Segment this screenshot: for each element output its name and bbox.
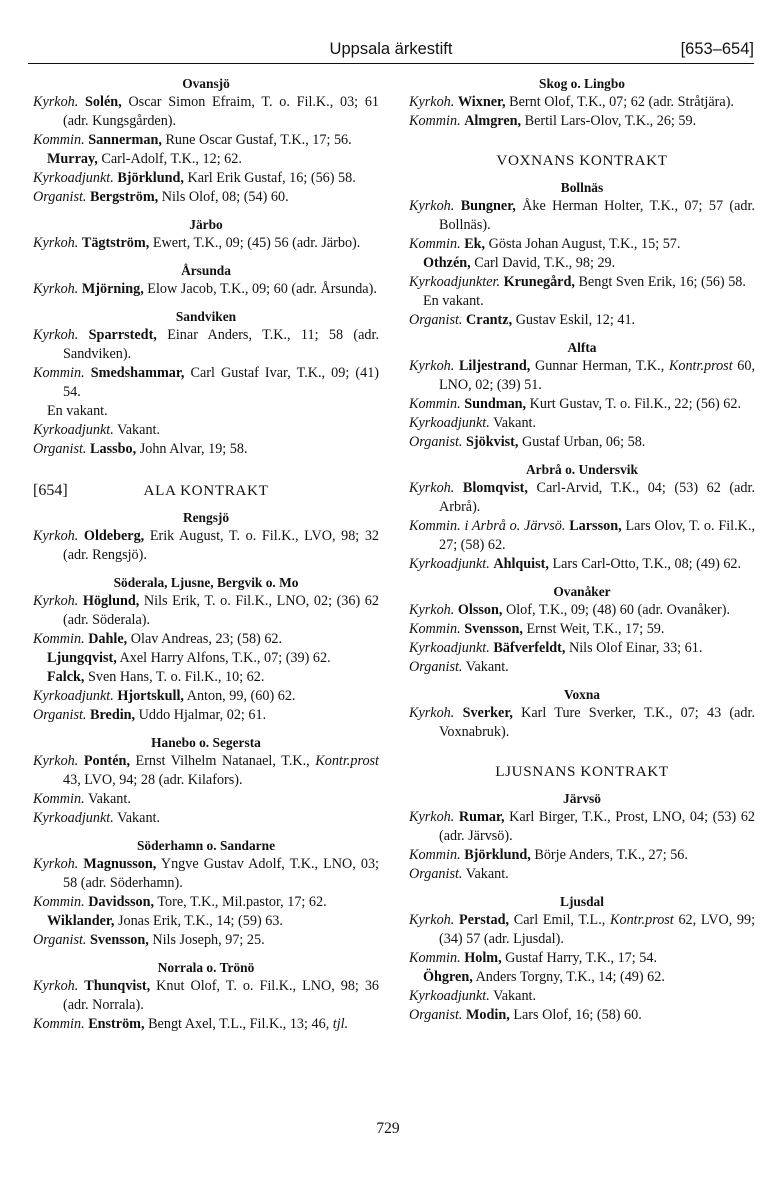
clergy-entry bbox=[409, 433, 755, 452]
entry-text: Nils Olof Einar, 33; 61. bbox=[568, 640, 703, 656]
entry-role: Kyrkoadjunkt. bbox=[33, 810, 114, 826]
clergy-entry bbox=[33, 150, 379, 169]
entry-role: Kyrkoh. bbox=[33, 94, 79, 110]
entry-person: Svensson, bbox=[464, 621, 523, 637]
clergy-entry bbox=[33, 592, 379, 630]
entry-text: Nils Olof, 08; (54) 60. bbox=[161, 189, 289, 205]
parish-block bbox=[33, 958, 379, 1034]
entry-text: Kurt Gustav, T. o. Fil.K., 22; (56) 62. bbox=[529, 396, 742, 412]
entry-person: Smedshammar, bbox=[90, 365, 185, 381]
clergy-entry bbox=[33, 893, 379, 912]
clergy-entry bbox=[33, 1015, 379, 1034]
entry-role: Kyrkoh. bbox=[33, 856, 79, 872]
entry-text: Sven Hans, T. o. Fil.K., 10; 62. bbox=[87, 669, 265, 685]
entry-text: Gustaf Urban, 06; 58. bbox=[522, 434, 646, 450]
parish-block bbox=[33, 836, 379, 950]
entry-text: 60, LNO, 02; (39) 51. bbox=[439, 358, 756, 393]
clergy-entry bbox=[33, 752, 379, 790]
clergy-entry bbox=[409, 292, 755, 311]
district-heading: VOXNANS KONTRAKT bbox=[496, 152, 668, 169]
entry-role: Kyrkoh. bbox=[33, 753, 79, 769]
clergy-entry bbox=[33, 421, 379, 440]
entry-person: Larsson, bbox=[569, 518, 622, 534]
parish-name: Järbo bbox=[189, 217, 223, 232]
clergy-entry bbox=[409, 620, 755, 639]
entry-person: Höglund, bbox=[82, 593, 140, 609]
clergy-entry bbox=[33, 790, 379, 809]
entry-role: Kommin. bbox=[409, 847, 461, 863]
entry-text: Olof, T.K., 09; (48) 60 (adr. Ovanåker). bbox=[505, 602, 731, 618]
parish-name: Söderhamn o. Sandarne bbox=[136, 838, 276, 853]
entry-role: Kommin. bbox=[409, 518, 461, 534]
entry-text: Elow Jacob, T.K., 09; 60 (adr. Årsunda). bbox=[147, 281, 377, 297]
parish-name: Söderala, Ljusne, Bergvik o. Mo bbox=[113, 575, 299, 590]
parish-name: Ovanåker bbox=[553, 584, 611, 599]
entry-text: Lars Olov, T. o. Fil.K., 27; (58) 62. bbox=[439, 518, 756, 553]
clergy-entry bbox=[409, 949, 755, 968]
entry-text: Nils Erik, T. o. Fil.K., LNO, 02; (36) 62 (adr. Söderala). bbox=[63, 593, 379, 628]
entry-title: tjl. bbox=[332, 1016, 349, 1032]
entry-role: Organist. bbox=[33, 707, 87, 723]
entry-person: Pontén, bbox=[83, 753, 130, 769]
parish-name: Bollnäs bbox=[560, 180, 604, 195]
clergy-entry bbox=[33, 93, 379, 131]
clergy-entry bbox=[409, 197, 755, 235]
entry-person: Falck, bbox=[47, 669, 85, 685]
clergy-entry bbox=[33, 131, 379, 150]
entry-person: Almgren, bbox=[464, 113, 522, 129]
parish-name: Arbrå o. Undersvik bbox=[526, 462, 638, 477]
entry-role: Organist. bbox=[409, 866, 463, 882]
parish-block bbox=[409, 892, 755, 1025]
entry-text: Gunnar Herman, T.K., bbox=[534, 358, 665, 374]
entry-text: Tore, T.K., Mil.pastor, 17; 62. bbox=[157, 894, 327, 910]
entry-role: Kommin. bbox=[33, 631, 85, 647]
clergy-entry bbox=[33, 977, 379, 1015]
entry-role: Organist. bbox=[409, 434, 463, 450]
entry-role: Kommin. bbox=[33, 791, 85, 807]
entry-person: Sverker, bbox=[462, 705, 513, 721]
entry-person: Bäfverfeldt, bbox=[493, 640, 566, 656]
entry-role: Kommin. bbox=[409, 236, 461, 252]
entry-text: Bertil Lars-Olov, T.K., 26; 59. bbox=[524, 113, 697, 129]
clergy-entry bbox=[409, 865, 755, 884]
entry-text: Erik August, T. o. Fil.K., LVO, 98; 32 (adr. Rengsjö). bbox=[63, 528, 380, 563]
entry-text: Vakant. bbox=[465, 659, 509, 675]
entry-text: Jonas Erik, T.K., 14; (59) 63. bbox=[117, 913, 283, 929]
entry-person: Blomqvist, bbox=[462, 480, 528, 496]
entry-role: Organist. bbox=[33, 189, 87, 205]
entry-role: Kyrkoh. bbox=[33, 281, 79, 297]
entry-text: John Alvar, 19; 58. bbox=[139, 441, 248, 457]
entry-role: Kommin. bbox=[409, 621, 461, 637]
entry-role: Kommin. bbox=[409, 113, 461, 129]
right-column bbox=[409, 74, 755, 1025]
entry-person: Ljungqvist, bbox=[47, 650, 117, 666]
entry-title: i Arbrå o. Järvsö. bbox=[464, 518, 566, 534]
entry-role: Kyrkoadjunkt. bbox=[33, 688, 114, 704]
parish-block bbox=[409, 582, 755, 677]
entry-person: Wiklander, bbox=[47, 913, 115, 929]
entry-text: Bernt Olof, T.K., 07; 62 (adr. Stråtjära). bbox=[509, 94, 734, 110]
entry-role: Kommin. bbox=[33, 894, 85, 910]
entry-text: En vakant. bbox=[47, 403, 108, 419]
entry-person: Enström, bbox=[88, 1016, 145, 1032]
entry-person: Lassbo, bbox=[90, 441, 137, 457]
entry-person: Ek, bbox=[464, 236, 486, 252]
parish-block bbox=[33, 508, 379, 565]
entry-person: Wixner, bbox=[457, 94, 506, 110]
entry-text: Oscar Simon Efraim, T. o. Fil.K., 03; 61 (adr. Kungsgården). bbox=[63, 94, 380, 129]
entry-text: Karl Erik Gustaf, 16; (56) 58. bbox=[187, 170, 356, 186]
entry-person: Krunegård, bbox=[503, 274, 575, 290]
clergy-entry bbox=[409, 968, 755, 987]
clergy-entry bbox=[409, 357, 755, 395]
entry-text: Olav Andreas, 23; (58) 62. bbox=[130, 631, 283, 647]
entry-role: Kommin. bbox=[33, 1016, 85, 1032]
entry-role: Organist. bbox=[33, 932, 87, 948]
entry-person: Olsson, bbox=[457, 602, 503, 618]
clergy-entry bbox=[409, 808, 755, 846]
entry-person: Davidsson, bbox=[88, 894, 155, 910]
entry-role: Kyrkoadjunkt. bbox=[33, 170, 114, 186]
parish-name: Hanebo o. Segersta bbox=[151, 735, 261, 750]
entry-text: Gösta Johan August, T.K., 15; 57. bbox=[488, 236, 681, 252]
entry-text: Carl David, T.K., 98; 29. bbox=[474, 255, 616, 271]
clergy-entry bbox=[409, 235, 755, 254]
clergy-entry bbox=[33, 706, 379, 725]
entry-role: Kyrkoh. bbox=[409, 705, 455, 721]
entry-role: Kyrkoadjunkt. bbox=[409, 988, 490, 1004]
entry-text: Nils Joseph, 97; 25. bbox=[152, 932, 265, 948]
entry-text: Knut Olof, T. o. Fil.K., LNO, 98; 36 (adr. Norrala). bbox=[63, 978, 380, 1013]
page-reference: [654] bbox=[33, 482, 68, 499]
clergy-entry bbox=[409, 517, 755, 555]
entry-text: En vakant. bbox=[423, 293, 484, 309]
entry-text: Vakant. bbox=[87, 791, 131, 807]
entry-role: Kyrkoh. bbox=[409, 480, 455, 496]
clergy-entry bbox=[33, 649, 379, 668]
clergy-entry bbox=[409, 704, 755, 742]
entry-role: Kyrkoadjunkt. bbox=[409, 556, 490, 572]
entry-person: Mjörning, bbox=[81, 281, 144, 297]
entry-text: Börje Anders, T.K., 27; 56. bbox=[534, 847, 688, 863]
entry-role: Kyrkoh. bbox=[409, 602, 455, 618]
entry-role: Organist. bbox=[409, 312, 463, 328]
entry-text: Ewert, T.K., 09; (45) 56 (adr. Järbo). bbox=[152, 235, 361, 251]
entry-text: Vakant. bbox=[493, 988, 537, 1004]
clergy-entry bbox=[33, 912, 379, 931]
clergy-entry bbox=[33, 326, 379, 364]
parish-block bbox=[33, 215, 379, 253]
parish-block bbox=[409, 789, 755, 884]
header-rule bbox=[28, 63, 754, 64]
entry-text: Carl Emil, T.L., bbox=[513, 912, 606, 928]
clergy-entry bbox=[409, 395, 755, 414]
clergy-entry bbox=[33, 630, 379, 649]
parish-name: Rengsjö bbox=[182, 510, 230, 525]
entry-text: Gustaf Harry, T.K., 17; 54. bbox=[505, 950, 657, 966]
clergy-entry bbox=[33, 364, 379, 402]
entry-role: Kyrkoadjunkt. bbox=[33, 422, 114, 438]
clergy-entry bbox=[409, 414, 755, 433]
parish-name: Skog o. Lingbo bbox=[539, 76, 625, 91]
clergy-entry bbox=[33, 169, 379, 188]
parish-name: Alfta bbox=[567, 340, 597, 355]
clergy-entry bbox=[33, 931, 379, 950]
entry-role: Organist. bbox=[409, 1007, 463, 1023]
entry-text: Gustav Eskil, 12; 41. bbox=[515, 312, 636, 328]
parish-block bbox=[33, 261, 379, 299]
entry-text: Vakant. bbox=[117, 422, 161, 438]
entry-title: Kontr.prost bbox=[315, 753, 379, 769]
entry-text: Carl-Arvid, T.K., 04; (53) 62 (adr. Arbrå). bbox=[439, 480, 755, 515]
clergy-entry bbox=[409, 254, 755, 273]
entry-person: Dahle, bbox=[88, 631, 128, 647]
entry-person: Bredin, bbox=[90, 707, 136, 723]
entry-text: Uddo Hjalmar, 02; 61. bbox=[138, 707, 267, 723]
parish-block bbox=[409, 178, 755, 330]
entry-role: Kyrkoh. bbox=[409, 358, 455, 374]
parish-name: Ljusdal bbox=[560, 894, 604, 909]
entry-person: Svensson, bbox=[90, 932, 149, 948]
entry-text: Anton, 99, (60) 62. bbox=[186, 688, 296, 704]
clergy-entry bbox=[33, 809, 379, 828]
entry-person: Öhgren, bbox=[423, 969, 473, 985]
entry-text: Axel Harry Alfons, T.K., 07; (39) 62. bbox=[119, 650, 331, 666]
entry-text: Rune Oscar Gustaf, T.K., 17; 56. bbox=[165, 132, 352, 148]
clergy-entry bbox=[33, 687, 379, 706]
parish-block bbox=[409, 460, 755, 574]
entry-text: Anders Torgny, T.K., 14; (49) 62. bbox=[475, 969, 665, 985]
entry-role: Kyrkoh. bbox=[33, 593, 79, 609]
entry-person: Thunqvist, bbox=[84, 978, 151, 994]
entry-person: Björklund, bbox=[117, 170, 184, 186]
entry-role: Kyrkoh. bbox=[409, 198, 455, 214]
entry-text: Bengt Axel, T.L., Fil.K., 13; 46, bbox=[148, 1016, 330, 1032]
entry-person: Othzén, bbox=[423, 255, 471, 271]
entry-text: Carl Gustaf Ivar, T.K., 09; (41) 54. bbox=[63, 365, 380, 400]
parish-name: Årsunda bbox=[181, 263, 231, 278]
entry-text: Bengt Sven Erik, 16; (56) 58. bbox=[578, 274, 746, 290]
entry-role: Kyrkoadjunkt. bbox=[409, 415, 490, 431]
parish-block bbox=[33, 307, 379, 459]
entry-role: Organist. bbox=[33, 441, 87, 457]
entry-role: Kommin. bbox=[33, 132, 85, 148]
entry-person: Solén, bbox=[85, 94, 122, 110]
header-title: Uppsala ärkestift bbox=[329, 40, 453, 58]
entry-person: Murray, bbox=[47, 151, 98, 167]
entry-text: Einar Anders, T.K., 11; 58 (adr. Sandviken). bbox=[63, 327, 379, 362]
clergy-entry bbox=[409, 658, 755, 677]
page-header bbox=[28, 36, 754, 62]
clergy-entry bbox=[409, 1006, 755, 1025]
header-page-range: [653–654] bbox=[680, 40, 754, 58]
entry-person: Modin, bbox=[466, 1007, 510, 1023]
entry-role: Kyrkoadjunkt. bbox=[409, 640, 490, 656]
clergy-entry bbox=[33, 527, 379, 565]
entry-person: Bungner, bbox=[460, 198, 516, 214]
parish-block bbox=[409, 685, 755, 742]
entry-role: Kyrkoadjunkter. bbox=[409, 274, 501, 290]
clergy-entry bbox=[409, 479, 755, 517]
clergy-entry bbox=[409, 987, 755, 1006]
entry-text: Åke Herman Holter, T.K., 07; 57 (adr. Bollnäs). bbox=[439, 198, 755, 233]
entry-text: Ernst Vilhelm Natanael, T.K., bbox=[135, 753, 310, 769]
entry-text: Carl-Adolf, T.K., 12; 62. bbox=[101, 151, 242, 167]
clergy-entry bbox=[33, 234, 379, 253]
parish-block bbox=[33, 74, 379, 207]
entry-role: Kyrkoh. bbox=[33, 327, 79, 343]
entry-person: Sjökvist, bbox=[466, 434, 519, 450]
entry-person: Hjortskull, bbox=[117, 688, 184, 704]
parish-name: Voxna bbox=[564, 687, 600, 702]
entry-person: Oldeberg, bbox=[83, 528, 145, 544]
parish-name: Sandviken bbox=[175, 309, 237, 324]
entry-person: Tägtström, bbox=[81, 235, 150, 251]
entry-person: Liljestrand, bbox=[458, 358, 531, 374]
entry-person: Sannerman, bbox=[88, 132, 162, 148]
entry-role: Kyrkoh. bbox=[33, 528, 79, 544]
clergy-entry bbox=[33, 402, 379, 421]
entry-person: Ahlquist, bbox=[493, 556, 549, 572]
clergy-entry bbox=[409, 555, 755, 574]
parish-block bbox=[33, 573, 379, 725]
left-column bbox=[33, 74, 379, 1034]
entry-person: Sundman, bbox=[464, 396, 527, 412]
entry-role: Kyrkoh. bbox=[409, 912, 455, 928]
entry-text: 62, LVO, 99; (34) 57 (adr. Ljusdal). bbox=[439, 912, 756, 947]
entry-title: Kontr.prost bbox=[668, 358, 733, 374]
clergy-entry bbox=[33, 280, 379, 299]
entry-person: Rumar, bbox=[458, 809, 505, 825]
clergy-entry bbox=[33, 668, 379, 687]
entry-text: Karl Birger, T.K., Prost, LNO, 04; (53) 62 (adr. Järvsö). bbox=[439, 809, 756, 844]
parish-name: Norrala o. Trönö bbox=[157, 960, 255, 975]
clergy-entry bbox=[409, 846, 755, 865]
entry-role: Kyrkoh. bbox=[33, 978, 79, 994]
entry-role: Organist. bbox=[409, 659, 463, 675]
entry-text: 43, LVO, 94; 28 (adr. Kilafors). bbox=[63, 772, 243, 788]
clergy-entry bbox=[409, 311, 755, 330]
clergy-entry bbox=[409, 112, 755, 131]
entry-text: Lars Olof, 16; (58) 60. bbox=[513, 1007, 642, 1023]
entry-role: Kommin. bbox=[409, 950, 461, 966]
entry-person: Sparrstedt, bbox=[88, 327, 157, 343]
district-name: ALA KONTRAKT bbox=[143, 482, 269, 499]
entry-role: Kyrkoh. bbox=[409, 94, 455, 110]
entry-person: Björklund, bbox=[464, 847, 531, 863]
entry-role: Kyrkoh. bbox=[33, 235, 79, 251]
clergy-entry bbox=[33, 188, 379, 207]
parish-block bbox=[409, 338, 755, 452]
clergy-entry bbox=[409, 911, 755, 949]
entry-role: Kommin. bbox=[409, 396, 461, 412]
entry-person: Magnusson, bbox=[83, 856, 157, 872]
entry-text: Lars Carl-Otto, T.K., 08; (49) 62. bbox=[552, 556, 742, 572]
clergy-entry bbox=[409, 639, 755, 658]
clergy-entry bbox=[33, 855, 379, 893]
entry-title: Kontr.prost bbox=[610, 912, 674, 928]
district-heading bbox=[33, 481, 379, 500]
entry-text: Vakant. bbox=[117, 810, 161, 826]
entry-person: Bergström, bbox=[90, 189, 159, 205]
parish-block bbox=[33, 733, 379, 828]
parish-name: Ovansjö bbox=[182, 76, 230, 91]
clergy-entry bbox=[409, 93, 755, 112]
entry-person: Holm, bbox=[464, 950, 502, 966]
entry-text: Ernst Weit, T.K., 17; 59. bbox=[526, 621, 665, 637]
entry-text: Karl Ture Sverker, T.K., 07; 43 (adr. Voxnabruk). bbox=[439, 705, 756, 740]
entry-role: Kyrkoh. bbox=[409, 809, 455, 825]
entry-person: Crantz, bbox=[466, 312, 513, 328]
entry-role: Kommin. bbox=[33, 365, 85, 381]
entry-text: Yngve Gustav Adolf, T.K., LNO, 03; 58 (adr. Söderhamn). bbox=[63, 856, 379, 891]
entry-person: Perstad, bbox=[459, 912, 510, 928]
clergy-entry bbox=[409, 601, 755, 620]
parish-block bbox=[409, 74, 755, 131]
entry-text: Vakant. bbox=[465, 866, 509, 882]
clergy-entry bbox=[409, 273, 755, 292]
district-heading: LJUSNANS KONTRAKT bbox=[495, 763, 669, 780]
parish-name: Järvsö bbox=[563, 791, 601, 806]
page-number: 729 bbox=[376, 1120, 400, 1137]
clergy-entry bbox=[33, 440, 379, 459]
entry-text: Vakant. bbox=[493, 415, 537, 431]
